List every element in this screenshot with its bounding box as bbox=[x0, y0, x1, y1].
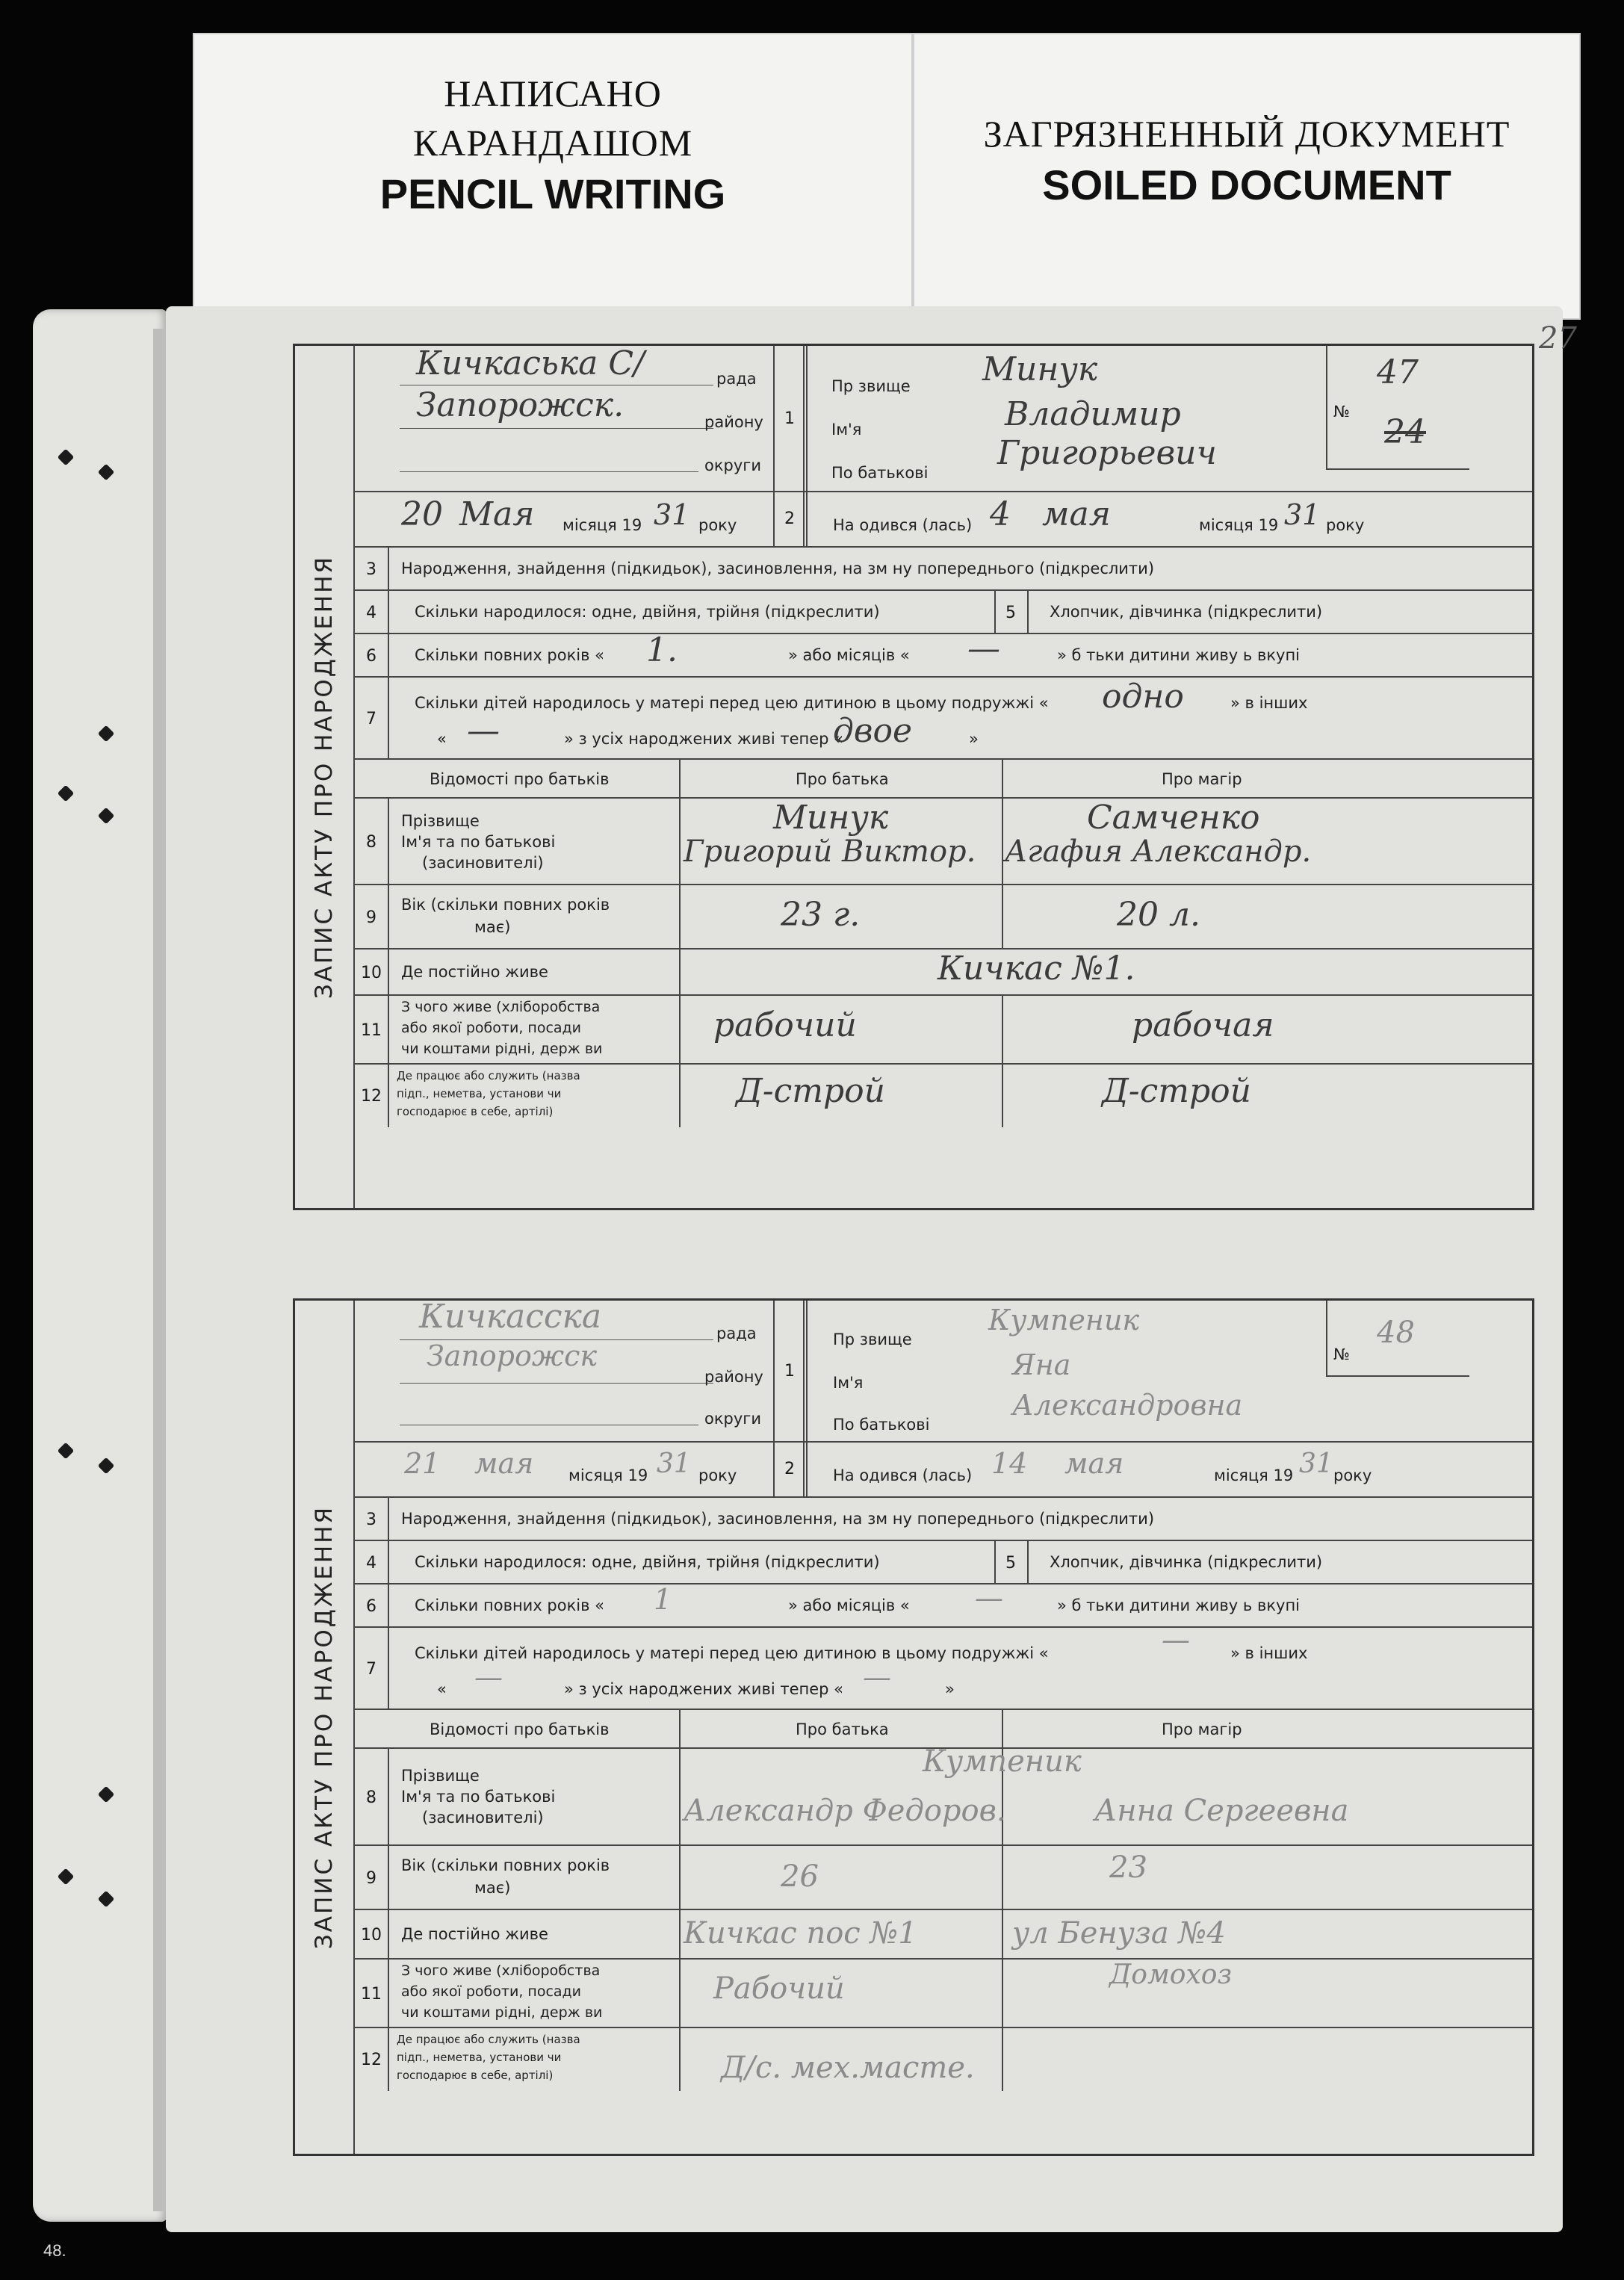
field-number: 9 bbox=[355, 1846, 389, 1910]
row7-text-c: « bbox=[437, 730, 447, 748]
label-line: PENCIL WRITING bbox=[379, 170, 726, 217]
okrug-label: округи bbox=[704, 456, 761, 474]
reg-month: мая bbox=[474, 1447, 534, 1480]
row3-text: Народження, знайдення (підкидьок), засиновлення, на зм ну попереднього (підкреслити) bbox=[401, 560, 1155, 577]
patronymic-value: Александровна bbox=[1012, 1389, 1243, 1422]
row10-text: Де постійно живе bbox=[401, 963, 548, 981]
birth-year: 31 bbox=[1284, 498, 1321, 531]
surname-label: Пр звище bbox=[831, 377, 911, 395]
row-workplace bbox=[355, 2027, 1532, 2091]
raion-label: району bbox=[704, 413, 763, 431]
field-number: 1 bbox=[773, 346, 808, 491]
mother-surname: Самченко bbox=[1087, 799, 1260, 837]
row7-text-b: » в інших bbox=[1230, 694, 1308, 712]
form-title: ЗАПИС АКТУ ПРО НАРОДЖЕННЯ bbox=[311, 554, 338, 1000]
row-count-sex bbox=[355, 589, 1532, 634]
punch-hole bbox=[98, 1457, 115, 1475]
father-surname: Минук bbox=[773, 799, 889, 837]
rada-label: рада bbox=[716, 1325, 757, 1342]
year-label: року bbox=[698, 1466, 737, 1484]
punch-hole bbox=[58, 1868, 75, 1886]
row8-line: Прізвище bbox=[401, 1767, 480, 1785]
row4-text: Скільки народилося: одне, двійня, трійня (підкреслити) bbox=[415, 603, 880, 621]
father-residence: Кичкас пос №1 bbox=[684, 1916, 917, 1951]
field-number: 12 bbox=[355, 2028, 389, 2091]
mother-residence: ул Бенуза №4 bbox=[1012, 1916, 1226, 1951]
soiled-document-label bbox=[913, 33, 1581, 320]
row-parent-age bbox=[355, 884, 1532, 950]
birth-record-form bbox=[293, 344, 1534, 1210]
row8-line: Прізвище bbox=[401, 812, 480, 830]
parents-header bbox=[355, 1709, 1532, 1749]
record-number: 47 bbox=[1377, 353, 1419, 391]
parents-header bbox=[355, 758, 1532, 799]
row12-line: господарює в себе, артілі) bbox=[397, 2069, 554, 2082]
raion-value: Запорожск bbox=[427, 1339, 598, 1372]
reg-month: Мая bbox=[459, 495, 535, 533]
row11-line: або якої роботи, посади bbox=[401, 1983, 582, 2000]
left-folded-strip bbox=[33, 309, 167, 2222]
row7-text-e: » bbox=[945, 1680, 955, 1698]
punch-hole bbox=[58, 785, 75, 802]
row-birth-type bbox=[355, 546, 1532, 591]
punch-hole bbox=[98, 1891, 115, 1908]
father-age: 26 bbox=[781, 1859, 819, 1894]
father-surname: Кумпеник bbox=[923, 1744, 1082, 1779]
row6-text-b: » або місяців « bbox=[788, 646, 910, 664]
row5-text: Хлопчик, дівчинка (підкреслити) bbox=[1050, 1553, 1323, 1571]
row11-line: чи коштами рідні, держ ви bbox=[401, 2004, 603, 2021]
punch-hole bbox=[58, 1443, 75, 1460]
children-alive: двое bbox=[833, 712, 913, 750]
sheet-number: 27 bbox=[1539, 321, 1577, 356]
row9-line: має) bbox=[474, 1879, 511, 1897]
months-together: — bbox=[975, 1582, 1003, 1614]
row7-text-c: « bbox=[437, 1680, 447, 1698]
row8-line: Ім'я та по батькові bbox=[401, 1788, 556, 1806]
months-together: — bbox=[967, 630, 1000, 668]
col-info: Відомості про батьків bbox=[430, 1720, 610, 1738]
punch-hole bbox=[98, 808, 115, 825]
birth-day: 4 bbox=[990, 495, 1011, 533]
mother-occupation: рабочая bbox=[1132, 1006, 1274, 1044]
field-number: 3 bbox=[355, 548, 389, 591]
punch-hole bbox=[98, 1786, 115, 1803]
children-before: одно bbox=[1102, 678, 1184, 716]
row12-line: Де працює або служить (назва bbox=[397, 1069, 580, 1082]
children-before: — bbox=[1162, 1623, 1190, 1656]
row-children-count bbox=[355, 1623, 1532, 1710]
field-number: 11 bbox=[355, 996, 389, 1065]
row-parent-age bbox=[355, 1844, 1532, 1910]
years-together: 1. bbox=[646, 631, 678, 669]
children-other: — bbox=[474, 1661, 503, 1694]
row12-line: Де працює або служить (назва bbox=[397, 2033, 580, 2046]
field-number: 6 bbox=[355, 1584, 389, 1628]
row9-line: має) bbox=[474, 918, 511, 936]
row5-text: Хлопчик, дівчинка (підкреслити) bbox=[1050, 603, 1323, 621]
reg-day: 21 bbox=[404, 1447, 441, 1480]
row11-line: чи коштами рідні, держ ви bbox=[401, 1041, 603, 1057]
rada-label: рада bbox=[716, 370, 757, 388]
father-workplace: Д/с. мех.масте. bbox=[721, 2051, 975, 2085]
year-label: року bbox=[1333, 1466, 1372, 1484]
surname-label: Пр звище bbox=[833, 1330, 912, 1348]
field-number: 5 bbox=[994, 591, 1029, 634]
row12-line: підп., неметва, установи чи bbox=[397, 2051, 562, 2064]
row-birth-type bbox=[355, 1496, 1532, 1541]
label-line: ЗАГРЯЗНЕННЫЙ ДОКУМЕНТ bbox=[983, 113, 1510, 155]
row-workplace bbox=[355, 1063, 1532, 1127]
header-section bbox=[355, 1298, 1532, 1496]
col-info: Відомості про батьків bbox=[430, 770, 610, 788]
row8-line: (засиновителі) bbox=[422, 1809, 544, 1827]
header-section bbox=[355, 346, 1532, 546]
field-number: 11 bbox=[355, 1960, 389, 2028]
record-number: 48 bbox=[1377, 1316, 1415, 1350]
punch-hole bbox=[98, 725, 115, 743]
row-parent-names bbox=[355, 1744, 1532, 1846]
row12-line: господарює в себе, артілі) bbox=[397, 1105, 554, 1118]
born-label: На одився (лась) bbox=[833, 1466, 973, 1484]
col-mother: Про магір bbox=[1162, 770, 1242, 788]
field-number: 4 bbox=[355, 1541, 389, 1584]
punch-hole bbox=[98, 464, 115, 481]
surname-value: Минук bbox=[982, 350, 1098, 388]
row7-text-d: » з усіх народжених живі тепер « bbox=[564, 730, 844, 748]
row6-text-a: Скільки повних років « bbox=[415, 646, 605, 664]
mother-workplace: Д-строй bbox=[1102, 1072, 1251, 1110]
row-count-sex bbox=[355, 1540, 1532, 1584]
row3-text: Народження, знайдення (підкидьок), засиновлення, на зм ну попереднього (підкреслити) bbox=[401, 1510, 1155, 1528]
row-parents-together bbox=[355, 1583, 1532, 1628]
row7-text-a: Скільки дітей народилось у матері перед цею дитиною в цьому подружжі « bbox=[415, 1644, 1049, 1662]
row11-line: З чого живе (хліборобства bbox=[401, 1963, 601, 1979]
birth-record-form bbox=[293, 1298, 1534, 2156]
father-given-names: Григорий Виктор. bbox=[684, 834, 976, 869]
children-alive: — bbox=[863, 1661, 891, 1694]
raion-label: району bbox=[704, 1368, 763, 1386]
mother-age: 20 л. bbox=[1117, 896, 1200, 934]
name-value: Яна bbox=[1012, 1348, 1071, 1381]
father-workplace: Д-строй bbox=[736, 1072, 885, 1110]
rada-value: Кичкаська С/ bbox=[416, 344, 645, 382]
reg-year: 31 bbox=[657, 1449, 691, 1479]
patronymic-value: Григорьевич bbox=[997, 434, 1217, 472]
row6-text-c: » б тьки дитини живу ь вкупі bbox=[1057, 1596, 1301, 1614]
month-label: місяця 19 bbox=[562, 516, 642, 534]
field-number: 10 bbox=[355, 950, 389, 996]
field-number: 3 bbox=[355, 1498, 389, 1541]
rada-value: Кичкасска bbox=[419, 1298, 602, 1336]
surname-value: Кумпеник bbox=[988, 1304, 1140, 1336]
field-number: 5 bbox=[994, 1541, 1029, 1584]
field-number: 10 bbox=[355, 1910, 389, 1960]
row-parent-names bbox=[355, 797, 1532, 885]
field-number: 2 bbox=[773, 491, 808, 546]
year-label: року bbox=[1326, 516, 1365, 534]
field-number: 8 bbox=[355, 1749, 389, 1846]
name-label: Ім'я bbox=[833, 1374, 864, 1392]
label-line: КАРАНДАШОМ bbox=[412, 122, 693, 164]
number-label: № bbox=[1333, 403, 1350, 421]
row10-text: Де постійно живе bbox=[401, 1925, 548, 1943]
mother-given-names: Агафия Александр. bbox=[1005, 834, 1312, 869]
row12-line: підп., неметва, установи чи bbox=[397, 1087, 562, 1100]
field-number: 7 bbox=[355, 1628, 389, 1710]
children-other: — bbox=[467, 712, 500, 750]
patronymic-label: По батькові bbox=[833, 1416, 930, 1434]
name-value: Владимир bbox=[1005, 395, 1181, 433]
raion-value: Запорожск. bbox=[416, 386, 625, 424]
row9-line: Вік (скільки повних років bbox=[401, 896, 610, 914]
mother-age: 23 bbox=[1109, 1850, 1147, 1885]
patronymic-label: По батькові bbox=[831, 464, 929, 482]
field-number: 8 bbox=[355, 799, 389, 885]
row11-line: або якої роботи, посади bbox=[401, 1020, 582, 1036]
birth-year: 31 bbox=[1299, 1449, 1333, 1479]
birth-month: мая bbox=[1042, 495, 1111, 533]
month-label: місяця 19 bbox=[568, 1466, 648, 1484]
row-residence bbox=[355, 948, 1532, 996]
record-number-old: 24 bbox=[1384, 413, 1426, 451]
row-parents-together bbox=[355, 630, 1532, 678]
label-line: SOILED DOCUMENT bbox=[1042, 161, 1451, 208]
okrug-label: округи bbox=[704, 1410, 761, 1428]
month-label: місяця 19 bbox=[1199, 516, 1279, 534]
col-father: Про батька bbox=[796, 1720, 889, 1738]
field-number: 4 bbox=[355, 591, 389, 634]
mother-given-names: Анна Сергеевна bbox=[1094, 1794, 1349, 1828]
row11-line: З чого живе (хліборобства bbox=[401, 999, 601, 1015]
row6-text-a: Скільки повних років « bbox=[415, 1596, 605, 1614]
years-together: 1 bbox=[654, 1583, 672, 1616]
row-children-count bbox=[355, 676, 1532, 760]
father-given-names: Александр Федоров. bbox=[684, 1794, 1006, 1828]
row7-text-e: » bbox=[969, 730, 979, 748]
row-residence bbox=[355, 1909, 1532, 1960]
birth-day: 14 bbox=[991, 1447, 1028, 1480]
name-label: Ім'я bbox=[831, 421, 862, 439]
row8-line: Ім'я та по батькові bbox=[401, 833, 556, 851]
reg-day: 20 bbox=[401, 495, 443, 533]
form-side-title bbox=[295, 346, 355, 1208]
row9-line: Вік (скільки повних років bbox=[401, 1856, 610, 1874]
row6-text-b: » або місяців « bbox=[788, 1596, 910, 1614]
row8-line: (засиновителі) bbox=[422, 854, 544, 872]
reg-year: 31 bbox=[654, 498, 690, 531]
father-age: 23 г. bbox=[781, 896, 861, 934]
birth-month: мая bbox=[1064, 1447, 1124, 1480]
year-label: року bbox=[698, 516, 737, 534]
form-title: ЗАПИС АКТУ ПРО НАРОДЖЕННЯ bbox=[311, 1505, 338, 1950]
field-number: 9 bbox=[355, 885, 389, 950]
row7-text-a: Скільки дітей народилось у матері перед цею дитиною в цьому подружжі « bbox=[415, 694, 1049, 712]
row4-text: Скільки народилося: одне, двійня, трійня (підкреслити) bbox=[415, 1553, 880, 1571]
field-number: 1 bbox=[773, 1301, 808, 1441]
row-occupation bbox=[355, 994, 1532, 1065]
born-label: На одився (лась) bbox=[833, 516, 973, 534]
residence: Кичкас №1. bbox=[937, 950, 1135, 988]
field-number: 12 bbox=[355, 1065, 389, 1127]
pencil-writing-label bbox=[193, 33, 913, 320]
month-label: місяця 19 bbox=[1214, 1466, 1294, 1484]
punch-hole bbox=[58, 449, 75, 466]
row6-text-c: » б тьки дитини живу ь вкупі bbox=[1057, 646, 1301, 664]
strip-number: 48. bbox=[43, 2241, 66, 2260]
field-number: 2 bbox=[773, 1441, 808, 1496]
mother-occupation: Домохоз bbox=[1109, 1960, 1233, 1990]
field-number: 7 bbox=[355, 678, 389, 760]
form-side-title bbox=[295, 1301, 355, 2154]
row-occupation bbox=[355, 1958, 1532, 2028]
number-label: № bbox=[1333, 1345, 1350, 1363]
label-line: НАПИСАНО bbox=[444, 72, 662, 114]
father-occupation: Рабочий bbox=[713, 1971, 845, 2006]
father-occupation: рабочий bbox=[713, 1006, 857, 1044]
row7-text-d: » з усіх народжених живі тепер « bbox=[564, 1680, 844, 1698]
col-mother: Про магір bbox=[1162, 1720, 1242, 1738]
row7-text-b: » в інших bbox=[1230, 1644, 1308, 1662]
col-father: Про батька bbox=[796, 770, 889, 788]
field-number: 6 bbox=[355, 634, 389, 678]
